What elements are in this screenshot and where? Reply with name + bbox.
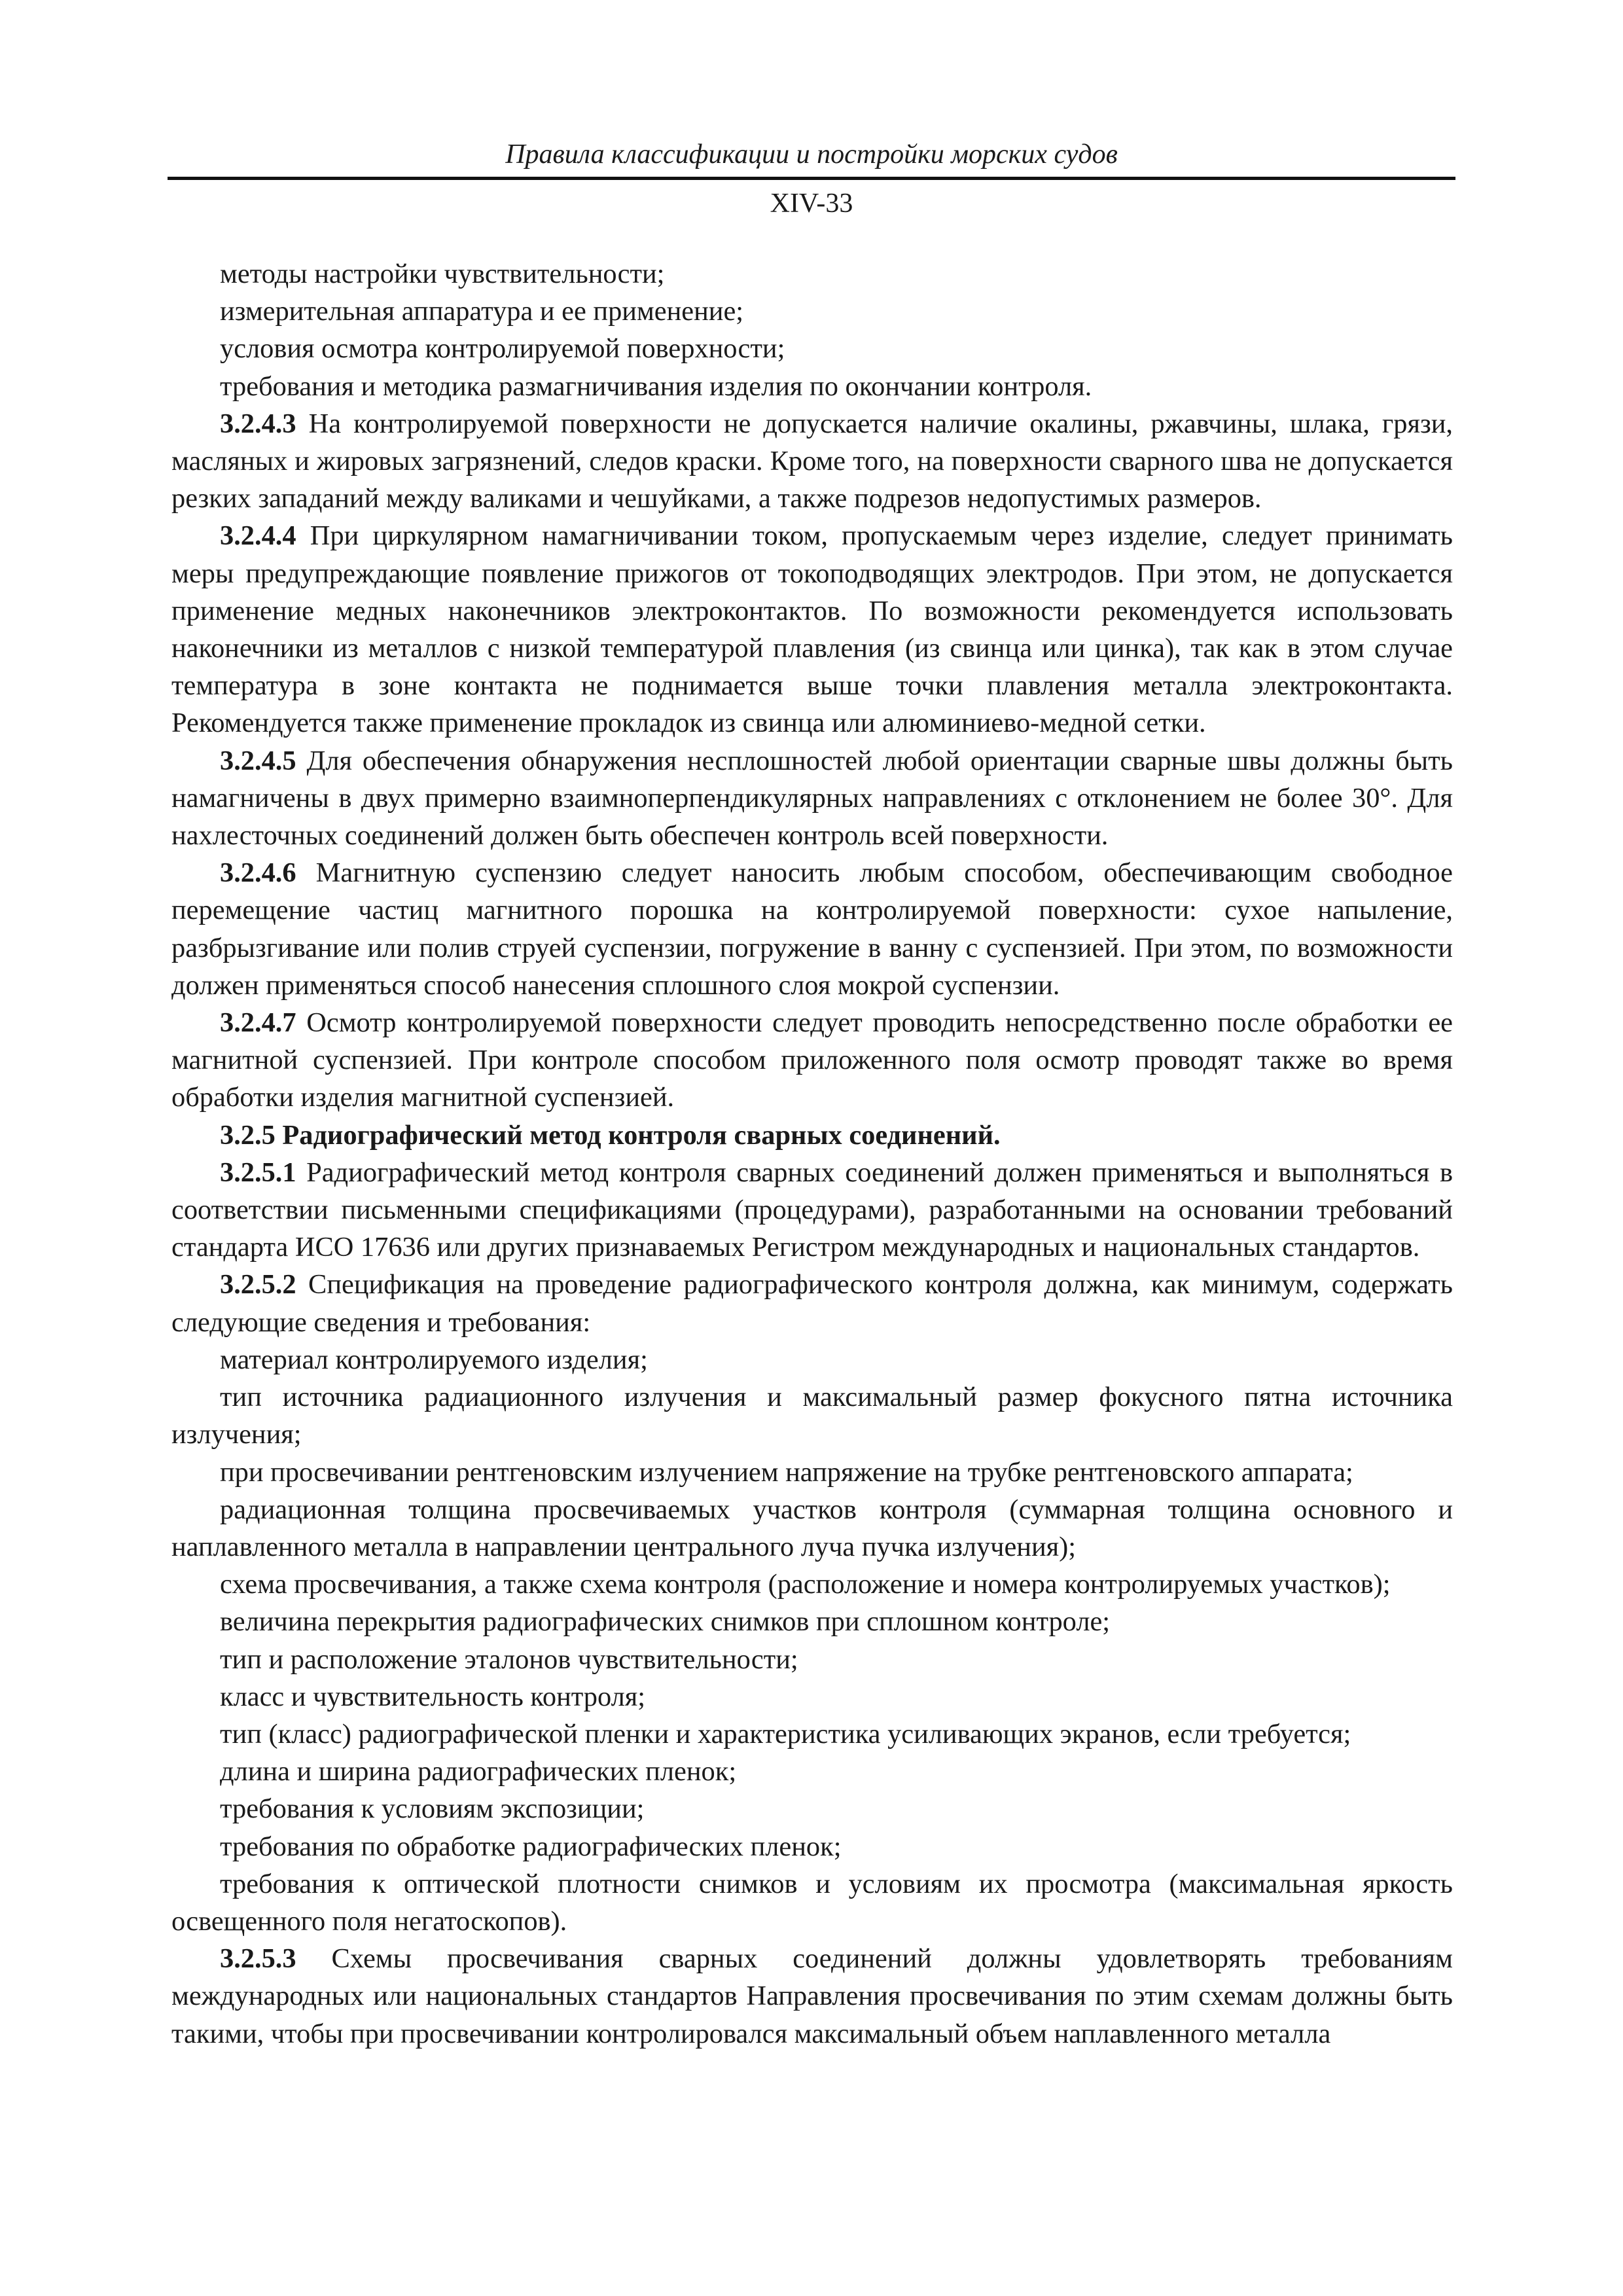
list-item	[171, 1566, 1453, 1603]
paragraph-text: Схемы просвечивания сварных соединений должны удовлетворять требованиям международных или национальных стандартов Направления просвечивания по этим схемам должны быть такими, чтобы при просвечивании контролировался максимальный объем наплавленного металла	[171, 1943, 1453, 2049]
clause-3-2-4-7	[171, 1004, 1453, 1117]
paragraph-text: Для обеспечения обнаружения несплошностей любой ориентации сварные швы должны быть намагничены в двух примерно взаимноперпендикулярных направлениях с отклонением не более 30°. Для нахлесточных соединений должен быть обеспечен контроль всей поверхности.	[171, 745, 1453, 852]
paragraph-text: При циркулярном намагничивании током, пропускаемым через изделие, следует принимать меры предупреждающие появление прижогов от токоподводящих электродов. При этом, не допускается применение медных наконечников электроконтактов. По возможности рекомендуется использовать наконечники из металлов с низкой температурой плавления (из свинца или цинка), так как в этом случае температура в зоне контакта не поднимается выше точки плавления металла электроконтакта. Рекомендуется также применение прокладок из свинца или алюминиево-медной сетки.	[171, 520, 1453, 739]
list-item	[171, 1491, 1453, 1566]
page-number: XIV-33	[770, 188, 853, 219]
page-header	[168, 136, 1455, 222]
paragraph-text: длина и ширина радиографических пленок;	[220, 1756, 737, 1787]
paragraph-text: Осмотр контролируемой поверхности следует проводить непосредственно после обработки ее магнитной суспензией. При контроле способом приложенного поля осмотр проводят также во время обработки изделия магнитной суспензией.	[171, 1007, 1453, 1113]
paragraph-text: требования и методика размагничивания изделия по окончании контроля.	[220, 370, 1092, 402]
list-item	[171, 1454, 1453, 1491]
paragraph-text: требования к условиям экспозиции;	[220, 1793, 645, 1825]
paragraph-text: величина перекрытия радиографических снимков при сплошном контроле;	[220, 1606, 1111, 1638]
paragraph-text: методы настройки чувствительности;	[220, 259, 665, 289]
paragraph-text: Радиографический метод контроля сварных соединений должен применяться и выполняться в соответствии письменными спецификациями (процедурами), разработанными на основании требований стандарта ИСО 17636 или других признаваемых Регистром международных и национальных стандартов.	[171, 1157, 1453, 1263]
list-item	[171, 293, 1453, 330]
list-item	[171, 1341, 1453, 1378]
clause-number: 3.2.4.6	[220, 857, 296, 889]
clause-3-2-5-2	[171, 1266, 1453, 1340]
document-body	[171, 255, 1453, 2053]
clause-3-2-5-3	[171, 1940, 1453, 2053]
clause-3-2-4-3	[171, 405, 1453, 518]
list-item	[171, 1753, 1453, 1790]
clause-number: 3.2.5.1	[220, 1157, 296, 1188]
paragraph-text: Спецификация на проведение радиографического контроля должна, как минимум, содержать следующие сведения и требования:	[171, 1269, 1453, 1338]
clause-number: 3.2.4.7	[220, 1007, 296, 1039]
clause-3-2-4-4	[171, 517, 1453, 742]
clause-number: 3.2.4.3	[220, 408, 296, 439]
heading-text: 3.2.5 Радиографический метод контроля сварных соединений.	[220, 1119, 1001, 1151]
clause-3-2-5-1	[171, 1154, 1453, 1266]
clause-number: 3.2.5.3	[220, 1943, 296, 1975]
paragraph-text: требования к оптической плотности снимков и условиям их просмотра (максимальная яркость освещенного поля негатоскопов).	[171, 1868, 1453, 1937]
clause-3-2-4-5	[171, 742, 1453, 855]
paragraph-text: класс и чувствительность контроля;	[220, 1681, 646, 1712]
paragraph-text: требования по обработке радиографических пленок;	[220, 1831, 842, 1862]
paragraph-text: радиационная толщина просвечиваемых участков контроля (суммарная толщина основного и наплавленного металла в направлении центрального луча пучка излучения);	[171, 1494, 1453, 1562]
section-heading-3-2-5	[171, 1117, 1453, 1154]
paragraph-text: тип источника радиационного излучения и максимальный размер фокусного пятна источника излучения;	[171, 1382, 1453, 1450]
list-item	[171, 368, 1453, 405]
paragraph-text: На контролируемой поверхности не допускается наличие окалины, ржавчины, шлака, грязи, масляных и жировых загрязнений, следов краски. Кроме того, на поверхности сварного шва не допускается резких западаний между валиками и чешуйками, а также подрезов недопустимых размеров.	[171, 408, 1453, 514]
paragraph-text: Магнитную суспензию следует наносить любым способом, обеспечивающим свободное перемещение частиц магнитного порошка на контролируемой поверхности: сухое напыление, разбрызгивание или полив струей суспензии, погружение в ванну с суспензией. При этом, по возможности должен применяться способ нанесения сплошного слоя мокрой суспензии.	[171, 857, 1453, 1001]
list-item	[171, 1378, 1453, 1453]
clause-number: 3.2.4.4	[220, 520, 296, 552]
paragraph-text: условия осмотра контролируемой поверхности;	[220, 333, 785, 365]
paragraph-text: тип (класс) радиографической пленки и характеристика усиливающих экранов, если требуется;	[220, 1718, 1351, 1749]
paragraph-text: схема просвечивания, а также схема контроля (расположение и номера контролируемых участков);	[220, 1569, 1391, 1600]
list-item	[171, 255, 1453, 293]
clause-number: 3.2.5.2	[220, 1269, 296, 1300]
list-item	[171, 1715, 1453, 1753]
running-title: Правила классификации и постройки морских судов	[505, 139, 1118, 170]
list-item	[171, 1603, 1453, 1640]
paragraph-text: измерительная аппаратура и ее применение;	[220, 296, 744, 327]
list-item	[171, 1678, 1453, 1715]
paragraph-text: материал контролируемого изделия;	[220, 1344, 648, 1375]
paragraph-text: при просвечивании рентгеновским излучением напряжение на трубке рентгеновского аппарата;	[220, 1456, 1353, 1488]
list-item	[171, 1641, 1453, 1678]
header-rule	[168, 177, 1455, 180]
list-item	[171, 1828, 1453, 1865]
clause-number: 3.2.4.5	[220, 745, 296, 776]
clause-3-2-4-6	[171, 854, 1453, 1004]
list-item	[171, 330, 1453, 367]
paragraph-text: тип и расположение эталонов чувствительности;	[220, 1643, 798, 1675]
list-item	[171, 1865, 1453, 1940]
list-item	[171, 1790, 1453, 1827]
